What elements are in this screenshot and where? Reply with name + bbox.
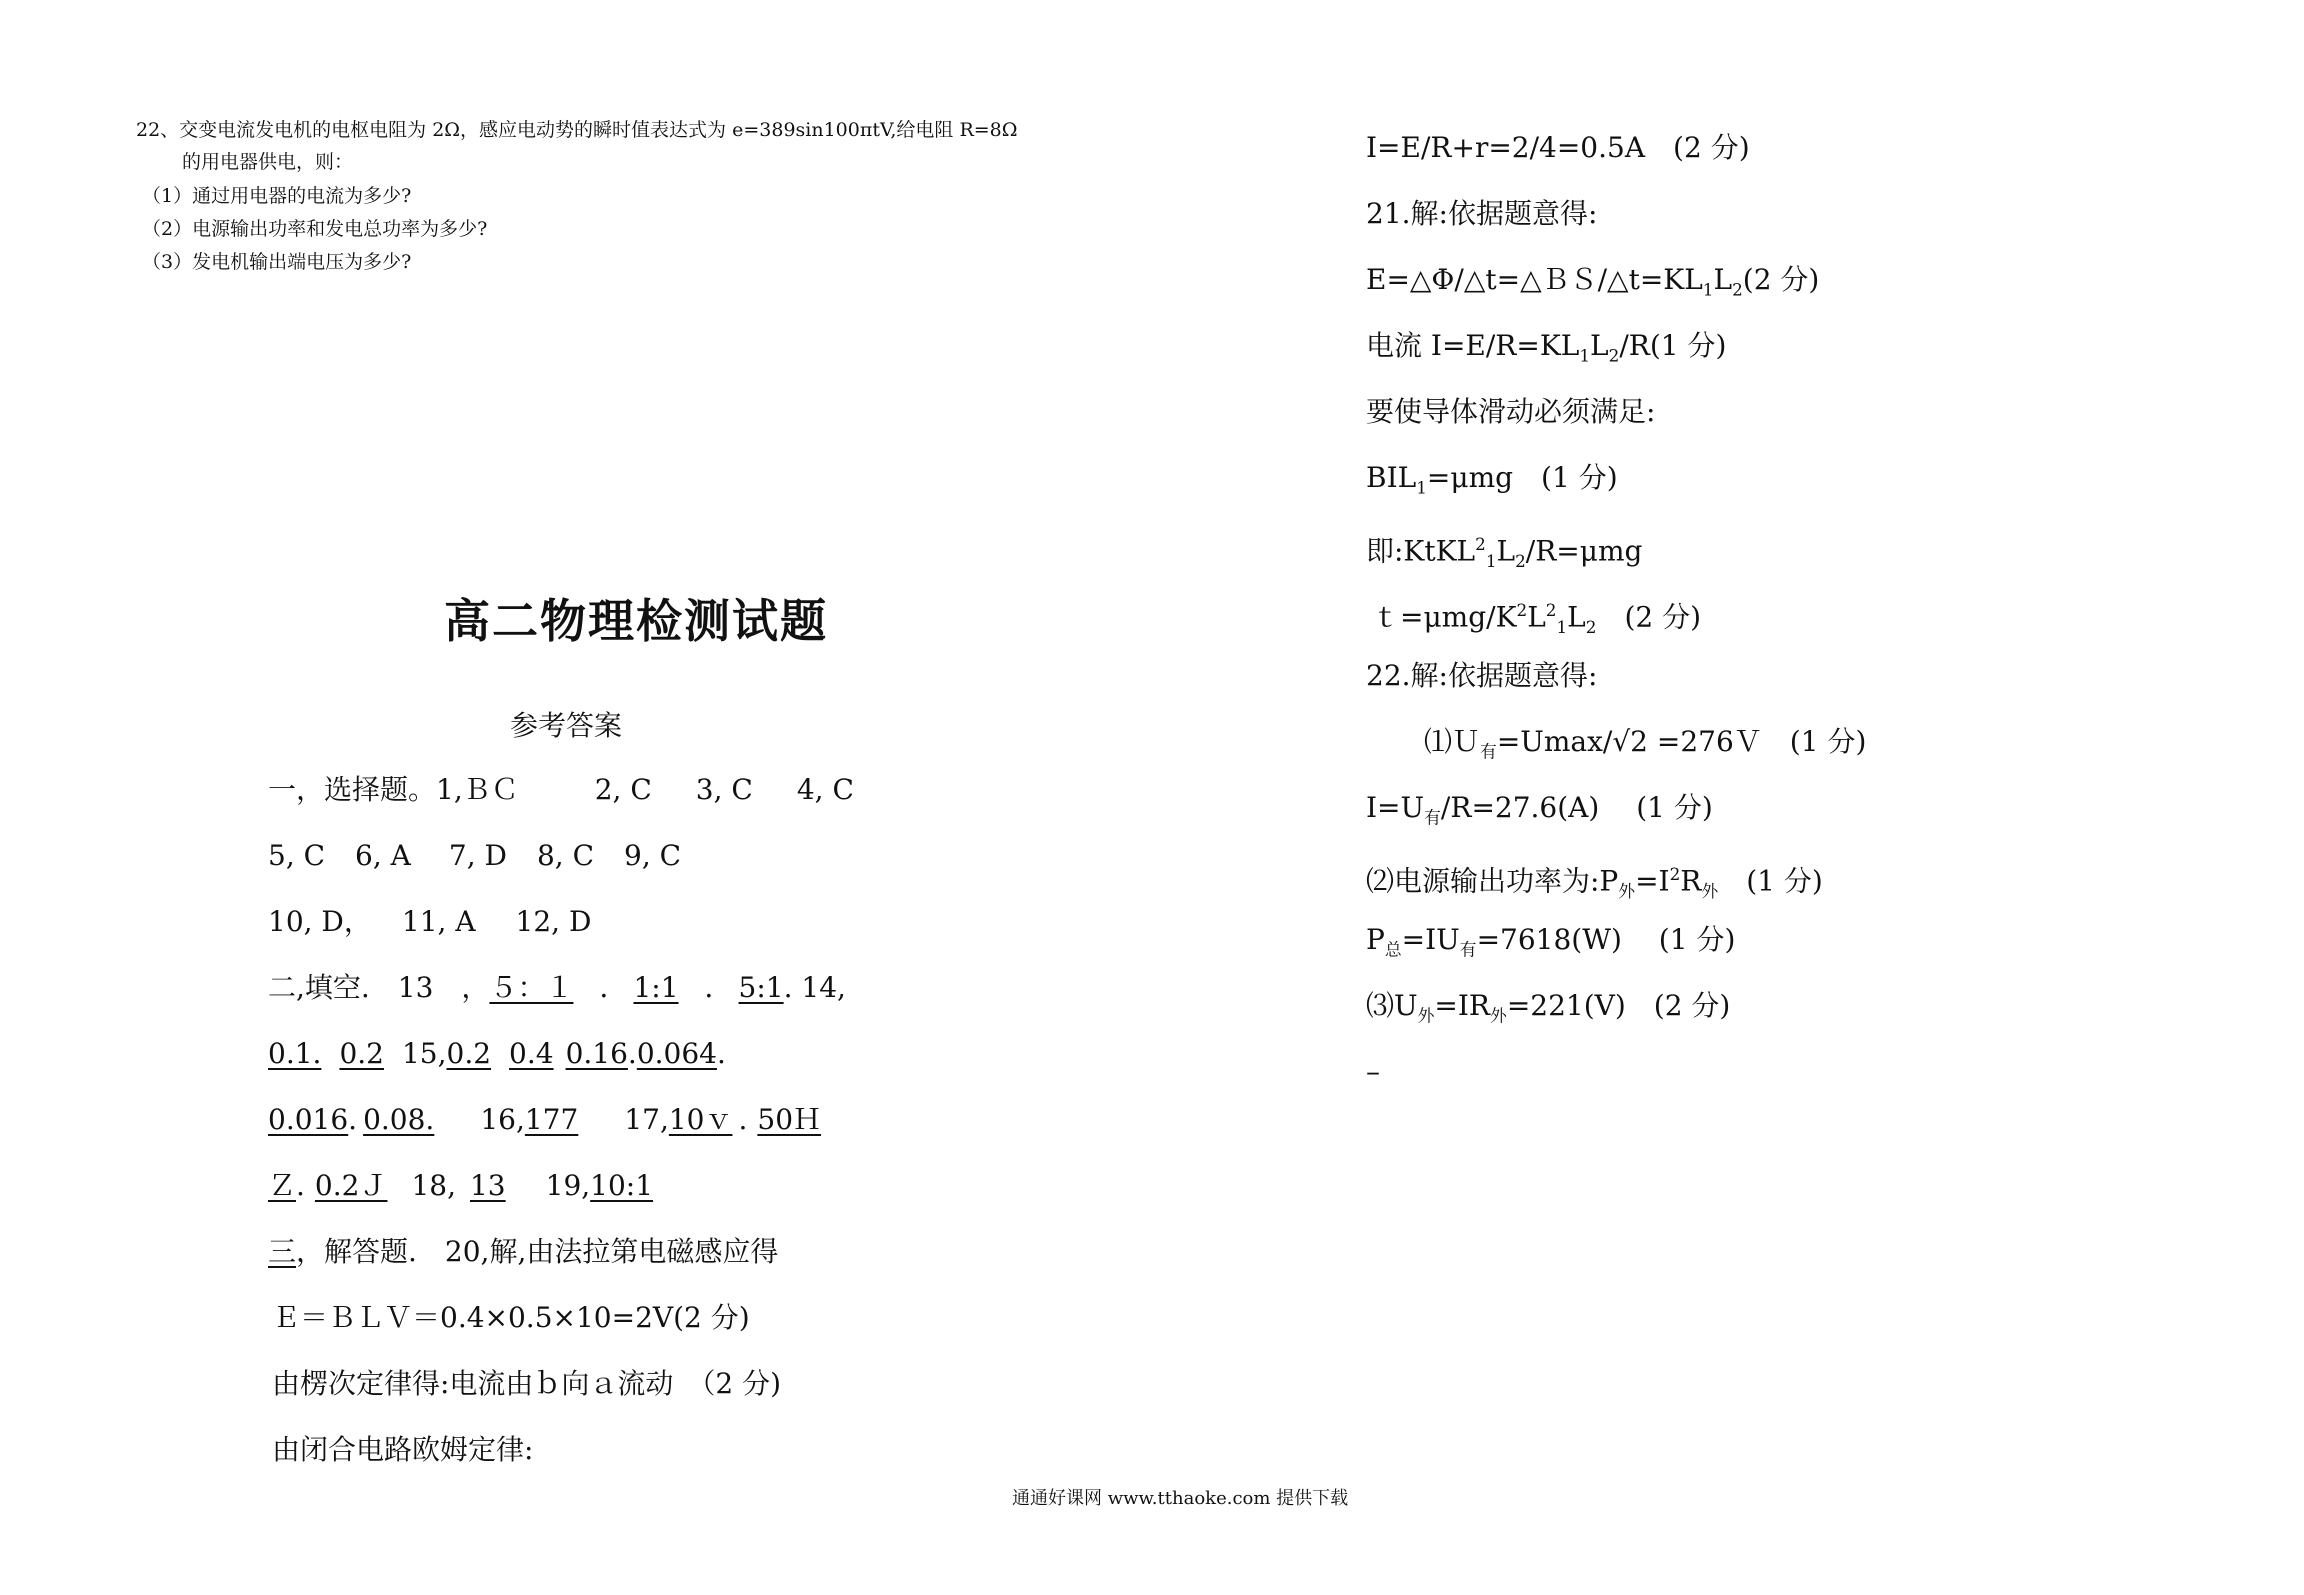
formula-part: =I <box>1635 864 1670 898</box>
formula-part: L <box>1496 534 1516 568</box>
question-22-part2: （2）电源输出功率和发电总功率为多少? <box>142 218 488 240</box>
answer-5: 5, C <box>268 839 326 872</box>
question-22-part3: （3）发电机输出端电压为多少? <box>142 251 412 273</box>
blank-14-2: 0.2 <box>339 1037 384 1070</box>
subscript: 外 <box>1417 1005 1435 1026</box>
solution-21-line2 <box>1366 326 1726 376</box>
q19-label: 19, <box>545 1169 591 1202</box>
section-three-text: ，解答题. 20,解,由法拉第电磁感应得 <box>296 1235 779 1268</box>
page-title: 高二物理检测试题 <box>444 594 828 648</box>
answer-7: 7, D <box>448 839 507 872</box>
sep: . <box>738 1103 748 1136</box>
formula-part: (1 分) <box>1718 864 1823 898</box>
blank-15-2: 0.4 <box>509 1037 554 1070</box>
formula-part: 电流 I=E/R=KL <box>1366 329 1580 362</box>
fill-label: 二,填空. 13 ， <box>268 971 490 1004</box>
solution-21-line6 <box>1372 590 1701 647</box>
choice-line-3 <box>268 902 591 942</box>
subscript: 2 <box>1585 616 1597 637</box>
answer-9: 9, C <box>624 839 682 872</box>
subscript: 1 <box>1579 345 1591 366</box>
subscript: 外 <box>1701 880 1719 901</box>
section-three-label: 三 <box>268 1235 297 1268</box>
q15-label: 15, <box>401 1037 447 1070</box>
solution-20-line2: 由楞次定律得:电流由ｂ向ａ流动 （2 分) <box>272 1367 782 1400</box>
blank-15-5: 0.016 <box>268 1103 349 1136</box>
superscript: 2 <box>1545 600 1557 620</box>
answer-12: 12, D <box>515 905 592 938</box>
formula-part: =7618(W) (1 分) <box>1476 923 1736 956</box>
formula-part: R <box>1680 864 1702 898</box>
subscript: 1 <box>1702 279 1714 300</box>
formula-part: L <box>1527 600 1546 634</box>
solution-22-line4 <box>1366 920 1735 970</box>
subscript: 外 <box>1490 1005 1507 1026</box>
answer-2: 2, C <box>594 773 652 806</box>
solution-heading <box>268 1232 778 1272</box>
superscript: 2 <box>1516 600 1528 620</box>
blank-15-1: 0.2 <box>446 1037 492 1070</box>
dash-mark: – <box>1366 1055 1380 1088</box>
blank-13-1: ５：１ <box>489 971 574 1004</box>
formula-part: ｔ=μmg/K <box>1372 600 1517 634</box>
solution-22-line2 <box>1366 788 1713 838</box>
q18-label: 18, <box>411 1169 456 1202</box>
sep: ． <box>704 971 733 1004</box>
subscript: 1 <box>1485 550 1497 571</box>
question-22-stem-line2: 的用电器供电，则： <box>182 151 354 173</box>
formula-part: =IR <box>1434 989 1491 1022</box>
superscript: 2 <box>1475 534 1486 554</box>
answer-4: 4, C <box>796 773 854 806</box>
sep: . <box>348 1103 358 1136</box>
solution-22-line1 <box>1424 722 1866 772</box>
fill-line-2 <box>268 1034 726 1074</box>
formula-part: /R(1 分) <box>1619 329 1727 362</box>
formula-part: 即:KtKL <box>1366 534 1476 568</box>
solution-20-line3: 由闭合电路欧姆定律: <box>272 1433 534 1466</box>
footer-text: 通通好课网 www.tthaoke.com 提供下载 <box>1012 1488 1349 1509</box>
subscript: 外 <box>1618 880 1636 901</box>
blank-18: 13 <box>469 1169 506 1202</box>
formula-part: I=U <box>1366 791 1425 824</box>
solution-20-line1: Ｅ＝ＢＬＶ＝0.4×0.5×10=2V(2 分) <box>272 1301 750 1334</box>
choice-line-2 <box>268 836 681 876</box>
blank-15-3: 0.16 <box>565 1037 628 1070</box>
sep: . <box>296 1169 305 1202</box>
answer-8: 8, C <box>536 839 595 872</box>
sep: . <box>716 1037 726 1070</box>
answers-subtitle: 参考答案 <box>510 709 623 742</box>
subscript: 1 <box>1556 616 1568 637</box>
blank-19: 10:1 <box>590 1169 654 1202</box>
blank-14-1: 0.1. <box>268 1037 322 1070</box>
superscript: 2 <box>1669 864 1681 884</box>
blank-13-2: 1:1 <box>633 971 679 1004</box>
formula-part: =Umax/√2 =276Ｖ (1 分) <box>1496 725 1867 758</box>
subscript: 有 <box>1480 741 1497 762</box>
formula-part: (2 分) <box>1742 263 1820 296</box>
solution-21-heading: 21.解:依据题意得: <box>1366 197 1598 230</box>
q14-label: . 14, <box>783 971 846 1004</box>
formula-part: P <box>1366 923 1385 956</box>
solution-20-line4: I=E/R+r=2/4=0.5A (2 分) <box>1366 131 1750 164</box>
q17-label: 17, <box>624 1103 669 1136</box>
subscript: 2 <box>1732 279 1743 300</box>
blank-17-3: Ｚ <box>268 1169 297 1202</box>
blank-15-6: 0.08. <box>363 1103 435 1136</box>
formula-part: L <box>1713 263 1733 296</box>
solution-21-line1 <box>1366 260 1819 310</box>
fill-line-1 <box>268 968 846 1008</box>
solution-21-line3: 要使导体滑动必须满足: <box>1366 395 1656 428</box>
blank-16: 177 <box>524 1103 579 1136</box>
formula-part: (2 分) <box>1596 600 1702 634</box>
sep: ． <box>599 971 628 1004</box>
sep: . <box>627 1037 637 1070</box>
formula-part: =221(V) (2 分) <box>1506 989 1731 1022</box>
fill-line-4 <box>268 1166 653 1206</box>
formula-part: =IU <box>1401 923 1460 956</box>
solution-21-line4 <box>1366 458 1618 508</box>
formula-part: L <box>1590 329 1609 362</box>
solution-22-line3 <box>1366 854 1823 911</box>
subscript: 2 <box>1515 550 1526 571</box>
formula-part: ⑵电源输出功率为:P <box>1366 864 1619 898</box>
formula-part: /R=27.6(A) (1 分) <box>1440 791 1713 824</box>
question-22-stem-line1: 22、交变电流发电机的电枢电阻为 2Ω，感应电动势的瞬时值表达式为 e=389sin100πtV,给电阻 R=8Ω <box>136 119 1018 141</box>
subscript: 2 <box>1608 345 1620 366</box>
subscript: 1 <box>1416 477 1427 498</box>
answer-6: 6, A <box>355 839 411 872</box>
question-22-part1: （1）通过用电器的电流为多少? <box>142 185 412 207</box>
formula-part: BIL <box>1366 461 1417 494</box>
subscript: 有 <box>1459 939 1477 960</box>
answer-3: 3, C <box>695 773 753 806</box>
blank-13-3: 5:1 <box>738 971 784 1004</box>
blank-17-4: 0.2Ｊ <box>314 1169 388 1202</box>
solution-22-heading: 22.解:依据题意得: <box>1366 659 1598 692</box>
solution-21-line5 <box>1366 524 1642 581</box>
answer-10: 10, D， <box>268 905 372 938</box>
blank-15-4: 0.064 <box>636 1037 717 1070</box>
fill-line-3 <box>268 1100 821 1140</box>
answer-1: 1,ＢＣ <box>436 773 519 806</box>
answer-11: 11, A <box>401 905 476 938</box>
formula-part: =μmg (1 分) <box>1426 461 1618 494</box>
formula-part: ⑴Ｕ <box>1424 725 1481 758</box>
subscript: 总 <box>1384 939 1402 960</box>
q16-label: 16, <box>480 1103 525 1136</box>
formula-part: /R=μmg <box>1525 534 1643 568</box>
blank-17-2: 50Ｈ <box>757 1103 822 1136</box>
choice-line-1 <box>268 770 854 810</box>
choice-label: 一，选择题。 <box>268 773 437 806</box>
formula-part: ⑶U <box>1366 989 1418 1022</box>
formula-part: E=△Φ/△t=△ＢＳ/△t=KL <box>1366 263 1703 296</box>
solution-22-line5 <box>1366 986 1730 1036</box>
formula-part: L <box>1567 600 1586 634</box>
subscript: 有 <box>1424 807 1441 828</box>
blank-17-1: 10ｖ <box>668 1103 733 1136</box>
